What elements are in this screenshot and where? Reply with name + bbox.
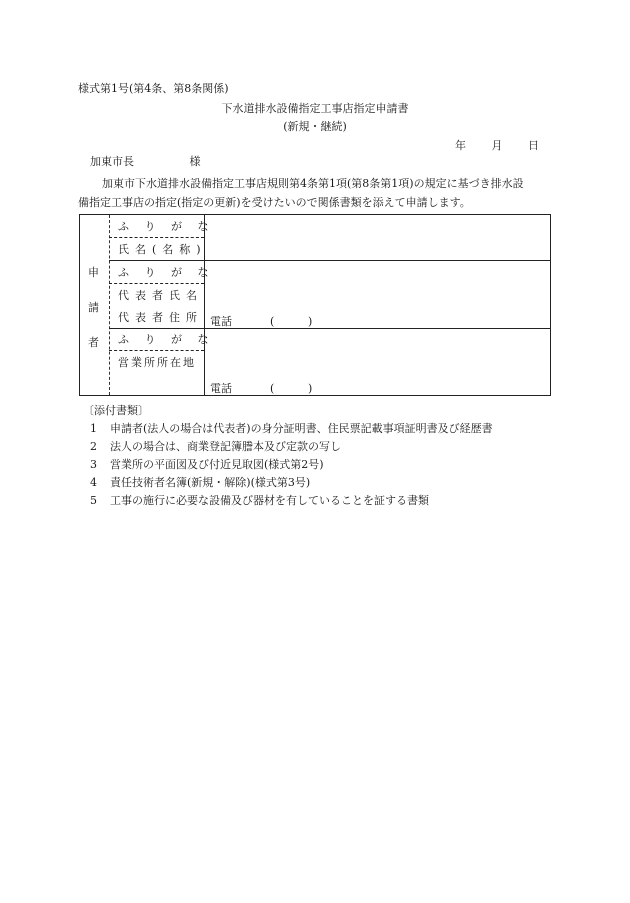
form-identifier: 様式第1号(第4条、第8条関係) — [78, 82, 229, 95]
side-label-char-3: 者 — [88, 336, 99, 349]
row1-value-field[interactable] — [206, 217, 546, 257]
attachment-text: 法人の場合は、商業登記簿謄本及び定款の写し — [110, 440, 341, 453]
addressee — [90, 156, 201, 167]
row-divider-1 — [109, 260, 550, 261]
row2-phone-paren-close: ) — [308, 315, 313, 328]
attachment-item — [90, 441, 341, 452]
row1-name-label: 氏名(名称) — [118, 243, 207, 256]
row3-furigana-label: ふ り が な — [118, 333, 215, 346]
document-subtitle: (新規・継続) — [283, 120, 347, 133]
row2-value-field[interactable] — [206, 263, 546, 307]
attachments-heading: 〔添付書類〕 — [83, 404, 149, 417]
attachment-text: 責任技術者名簿(新規・解除)(様式第3号) — [110, 476, 311, 489]
attachment-text: 工事の施行に必要な設備及び器材を有していることを証する書類 — [110, 494, 429, 507]
furigana-divider-2 — [109, 283, 204, 284]
row2-phone-paren-open: ( — [270, 315, 275, 328]
document-title: 下水道排水設備指定工事店指定申請書 — [221, 102, 409, 115]
row3-phone-paren-close: ) — [308, 382, 313, 395]
side-label-divider — [109, 215, 110, 395]
side-label-char-1: 申 — [88, 266, 99, 279]
attachment-text: 営業所の平面図及び付近見取図(様式第2号) — [110, 458, 324, 471]
row3-value-field[interactable] — [206, 331, 546, 375]
statement-line-1: 加東市下水道排水設備指定工事店規則第4条第1項(第8条第1項)の規定に基づき排水設 — [102, 177, 524, 190]
attachment-number: 4 — [90, 476, 97, 489]
label-value-divider — [204, 215, 205, 395]
date-month: 月 — [491, 139, 503, 152]
addressee-name: 加東市長 — [90, 155, 134, 168]
attachment-item — [90, 495, 429, 506]
attachment-number: 5 — [90, 494, 97, 507]
row2-representative-name-label: 代表者氏名 — [118, 289, 203, 302]
row2-furigana-label: ふ り が な — [118, 266, 215, 279]
statement-line-2: 備指定工事店の指定(指定の更新)を受けたいので関係書類を添えて申請します。 — [78, 196, 471, 209]
attachment-item — [90, 459, 324, 470]
row3-office-address-label: 営業所所在地 — [118, 356, 196, 369]
addressee-honorific: 様 — [189, 155, 201, 168]
furigana-divider-3 — [109, 350, 204, 351]
attachment-number: 3 — [90, 458, 97, 471]
date-year: 年 — [455, 139, 466, 152]
attachment-number: 1 — [90, 422, 97, 435]
attachment-item — [90, 477, 310, 488]
row1-furigana-label: ふ り が な — [118, 220, 215, 233]
applicant-table — [79, 214, 551, 396]
attachment-text: 申請者(法人の場合は代表者)の身分証明書、住民票記載事項証明書及び経歴書 — [110, 422, 493, 435]
row2-phone-label: 電話 — [210, 315, 232, 328]
row3-phone-label: 電話 — [210, 382, 232, 395]
side-label-char-2: 請 — [88, 301, 99, 314]
application-statement — [78, 174, 565, 212]
row2-representative-address-label: 代表者住所 — [118, 311, 203, 324]
row3-phone-paren-open: ( — [270, 382, 275, 395]
date-day: 日 — [528, 139, 539, 152]
row-divider-2 — [109, 328, 550, 329]
attachment-number: 2 — [90, 440, 97, 453]
attachment-item — [90, 423, 493, 434]
date-line — [455, 140, 539, 151]
furigana-divider-1 — [109, 237, 204, 238]
